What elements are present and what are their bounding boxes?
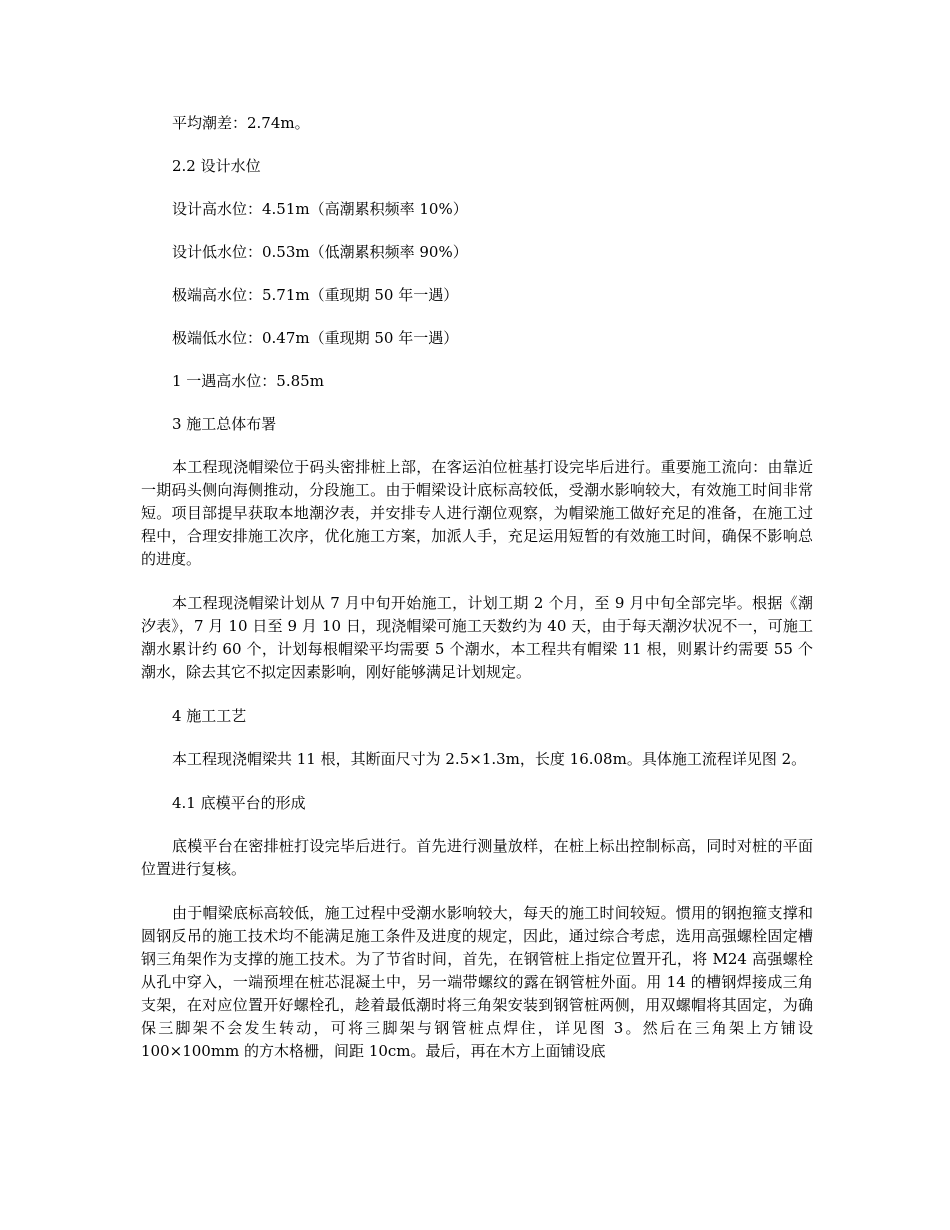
section-heading-4-1: 4.1 底模平台的形成 xyxy=(172,794,306,812)
document-body xyxy=(141,112,813,1084)
text-line-once-high-water: 1 一遇高水位：5.85m xyxy=(172,372,324,390)
text-line-design-high-water: 设计高水位：4.51m（高潮累积频率 10%） xyxy=(172,200,468,218)
text-line-extreme-low-water: 极端低水位：0.47m（重现期 50 年一遇） xyxy=(172,329,459,347)
paragraph-support: 由于帽梁底标高较低，施工过程中受潮水影响较大，每天的施工时间较短。惯用的钢抱箍支撑和圆钢反吊的施工技术均不能满足施工条件及进度的规定，因此，通过综合考虑，选用高强螺栓固定槽钢三角架作为支撑的施工技术。为了节省时间，首先，在钢管桩上指定位置开孔，将 M24 高强螺栓从孔中穿入，一端预埋在桩芯混凝土中，另一端带螺纹的露在钢管桩外面。用 14 的槽钢焊接成三角支架，在对应位置开好螺栓孔，趁着最低潮时将三角架安装到钢管桩两侧，用双螺帽将其固定，为确保三脚架不会发生转动，可将三脚架与钢管桩点焊住，详见图 3。然后在三角架上方铺设 100×100mm 的方木格栅，间距 10cm。最后，再在木方上面铺设底 xyxy=(141,904,813,1060)
paragraph-platform: 底模平台在密排桩打设完毕后进行。首先进行测量放样，在桩上标出控制标高，同时对桩的平面位置进行复核。 xyxy=(141,837,813,878)
text-line-extreme-high-water: 极端高水位：5.71m（重现期 50 年一遇） xyxy=(172,286,459,304)
paragraph-schedule: 本工程现浇帽梁计划从 7 月中旬开始施工，计划工期 2 个月，至 9 月中旬全部完毕。根据《潮汐表》，7 月 10 日至 9 月 10 日，现浇帽梁可施工天数约为 40 天，由于每天潮汐状况不一，可施工潮水累计约 60 个，计划每根帽梁平均需要 5 个潮水，本工程共有帽梁 11 根，则累计约需要 55 个潮水，除去其它不拟定因素影响，刚好能够满足计划规定。 xyxy=(141,594,813,681)
section-heading-4: 4 施工工艺 xyxy=(172,707,247,725)
section-heading-3: 3 施工总体布署 xyxy=(172,415,277,433)
paragraph-layout: 本工程现浇帽梁位于码头密排桩上部，在客运泊位桩基打设完毕后进行。重要施工流向：由靠近一期码头侧向海侧推动，分段施工。由于帽梁设计底标高较低，受潮水影响较大，有效施工时间非常短。项目部提早获取本地潮汐表，并安排专人进行潮位观察，为帽梁施工做好充足的准备，在施工过程中，合理安排施工次序，优化施工方案，加派人手，充足运用短暂的有效施工时间，确保不影响总的进度。 xyxy=(141,458,813,568)
text-line-tidal-range: 平均潮差：2.74m。 xyxy=(172,114,310,132)
section-heading-2-2: 2.2 设计水位 xyxy=(172,157,261,175)
text-line-design-low-water: 设计低水位：0.53m（低潮累积频率 90%） xyxy=(172,243,468,261)
paragraph-process: 本工程现浇帽梁共 11 根，其断面尺寸为 2.5×1.3m，长度 16.08m。具体施工流程详见图 2。 xyxy=(172,750,807,768)
